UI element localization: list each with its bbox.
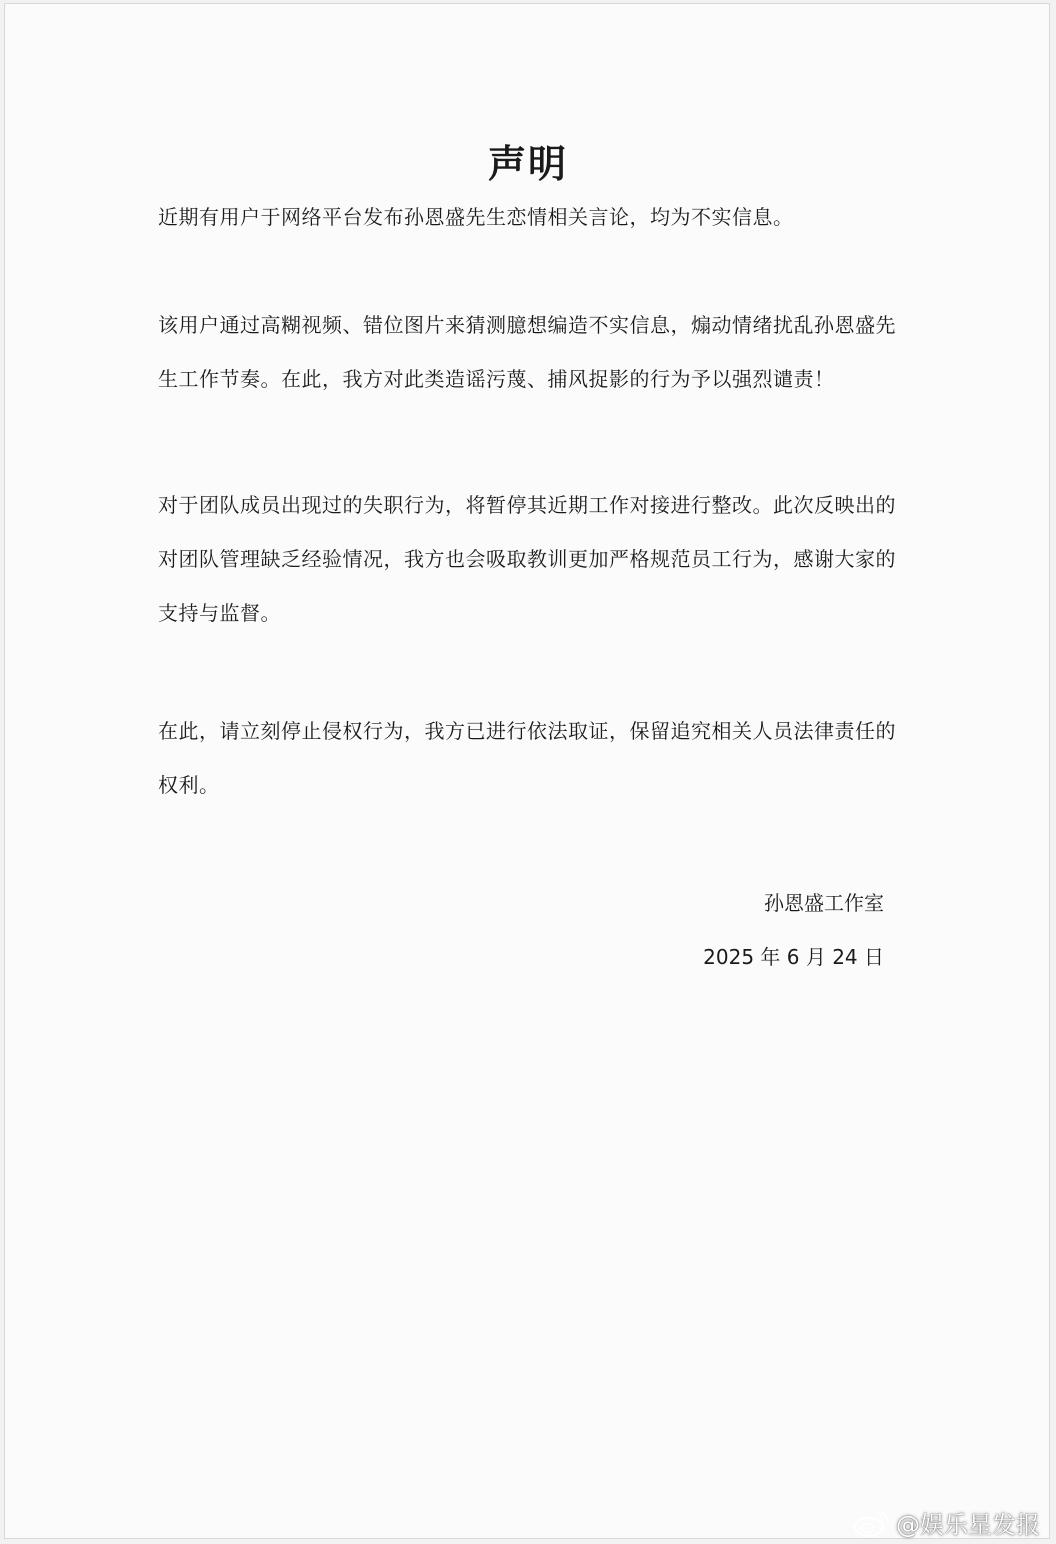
paragraph-3: 对于团队成员出现过的失职行为，将暂停其近期工作对接进行整改。此次反映出的对团队管理缺乏经验情况，我方也会吸取教训更加严格规范员工行为，感谢大家的支持与监督。 xyxy=(158,493,896,625)
weibo-logo-icon xyxy=(852,1508,890,1538)
document-date: 2025 年 6 月 24 日 xyxy=(703,945,884,969)
watermark-text: @娱乐星发报 xyxy=(896,1511,1040,1539)
paragraph-2: 该用户通过高糊视频、错位图片来猜测臆想编造不实信息，煽动情绪扰乱孙恩盛先生工作节奏。在此，我方对此类造谣污蔑、捕风捉影的行为予以强烈谴责！ xyxy=(158,313,896,391)
document-title: 声明 xyxy=(487,142,568,186)
signature: 孙恩盛工作室 xyxy=(764,891,884,915)
watermark xyxy=(852,1505,1040,1540)
paragraph-4: 在此，请立刻停止侵权行为，我方已进行依法取证，保留追究相关人员法律责任的权利。 xyxy=(158,719,896,797)
paragraph-1: 近期有用户于网络平台发布孙恩盛先生恋情相关言论，均为不实信息。 xyxy=(158,205,794,229)
